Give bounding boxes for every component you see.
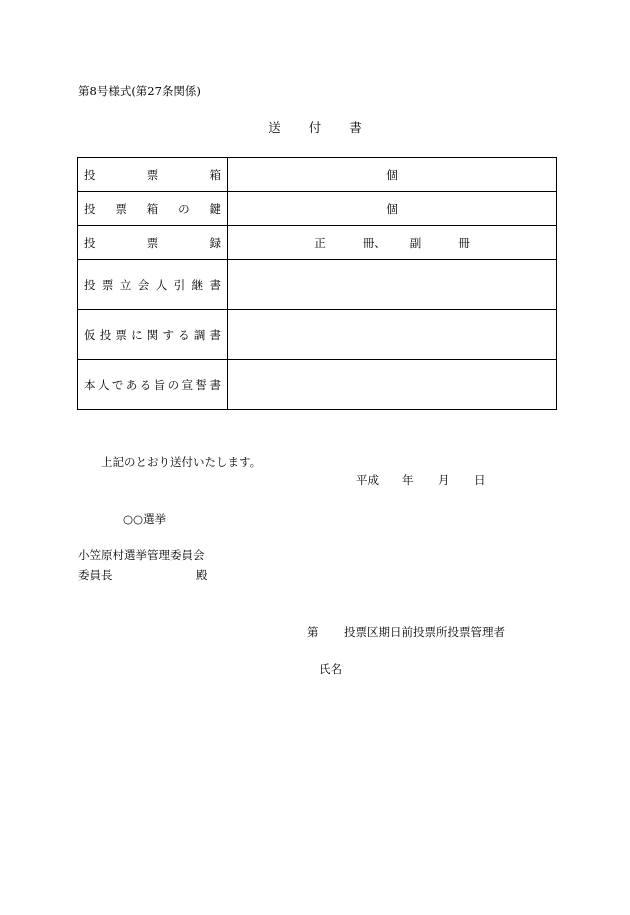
election-name: ○○選挙 xyxy=(123,512,167,526)
row-label xyxy=(78,226,228,260)
label-ballot-box-key: 投 票 箱 の 鍵 xyxy=(84,201,221,216)
date-era: 平成 xyxy=(356,473,379,487)
table-row xyxy=(78,260,557,310)
label-provisional-ballot-report: 仮 投 票 に 関 す る 調 書 xyxy=(84,327,221,342)
voting-record-copies xyxy=(228,235,556,251)
row-label xyxy=(78,310,228,360)
row-value xyxy=(228,310,557,360)
date-month: 月 xyxy=(438,473,450,487)
signer-title: 投票区期日前投票所投票管理者 xyxy=(344,625,505,639)
table-row xyxy=(78,360,557,410)
items-table xyxy=(77,157,557,410)
district-prefix: 第 xyxy=(307,625,319,639)
addressee-committee: 小笠原村選挙管理委員会 xyxy=(78,548,205,562)
row-label xyxy=(78,360,228,410)
label-voting-record: 投 票 録 xyxy=(84,235,221,250)
label-witness-handover: 投 票 立 会 人 引 継 書 xyxy=(84,277,221,292)
table-row xyxy=(78,158,557,192)
original-label: 正 xyxy=(314,235,326,250)
label-ballot-box: 投 票 箱 xyxy=(84,167,221,182)
unit-ballot-box-key: 個 xyxy=(386,201,398,216)
original-unit: 冊、 xyxy=(362,235,386,250)
form-number: 第8号様式(第27条関係) xyxy=(78,84,201,98)
row-value xyxy=(228,158,557,192)
table-row xyxy=(78,192,557,226)
date-day: 日 xyxy=(474,473,486,487)
row-value xyxy=(228,226,557,260)
duplicate-unit: 冊 xyxy=(458,235,470,250)
row-label xyxy=(78,192,228,226)
statement-text: 上記のとおり送付いたします。 xyxy=(101,455,262,469)
row-label xyxy=(78,260,228,310)
date-year: 年 xyxy=(402,473,414,487)
signer-name-label: 氏名 xyxy=(319,662,342,676)
row-label xyxy=(78,158,228,192)
row-value xyxy=(228,360,557,410)
addressee-chair: 委員長 xyxy=(78,568,113,582)
table-row xyxy=(78,226,557,260)
duplicate-label: 副 xyxy=(409,235,422,250)
row-value xyxy=(228,260,557,310)
row-value xyxy=(228,192,557,226)
document-title: 送 付 書 xyxy=(268,120,374,135)
unit-ballot-box: 個 xyxy=(386,167,398,182)
table-row xyxy=(78,310,557,360)
addressee-honorific: 殿 xyxy=(196,568,208,582)
label-identity-oath: 本 人 で あ る 旨 の 宣 誓 書 xyxy=(84,377,221,392)
